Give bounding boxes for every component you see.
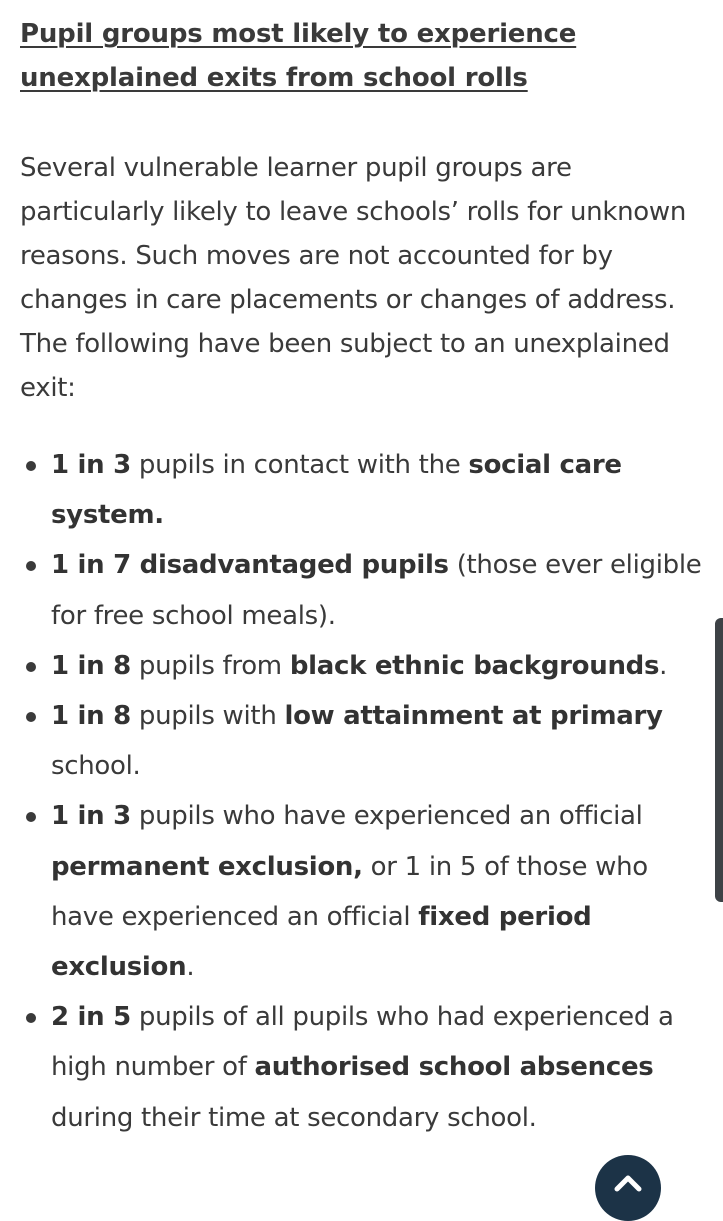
bullet-icon <box>26 712 36 722</box>
list-item-text <box>51 1002 674 1132</box>
emphasis-text: permanent exclusion, <box>51 851 363 882</box>
text-run: pupils from <box>130 650 290 681</box>
text-run: . <box>186 952 195 983</box>
bullet-icon <box>26 662 36 672</box>
emphasis-text: 1 in 3 <box>51 801 131 832</box>
emphasis-text: black ethnic backgrounds <box>289 650 660 681</box>
text-run: pupils of all pupils who had experienced a high number of <box>51 1002 674 1083</box>
emphasis-text: low attainment at primary <box>284 701 663 732</box>
text-run: during their time at secondary school. <box>51 1102 537 1133</box>
list-item-text <box>51 651 667 681</box>
emphasis-text: 1 in 8 <box>51 701 131 732</box>
article-section <box>20 12 710 1143</box>
emphasis-text: 1 in 7 disadvantaged pupils <box>51 550 449 581</box>
list-item-text <box>51 701 663 781</box>
scrollbar-handle[interactable] <box>715 618 723 902</box>
emphasis-text: authorised school absences <box>254 1052 654 1083</box>
list-item <box>20 440 710 540</box>
list-item <box>20 791 710 992</box>
intro-paragraph: Several vulnerable learner pupil groups are particularly likely to leave schools’ rolls for unknown reasons. Such moves are not accounted for by changes in care placements or changes of address. The following have been subject to an unexplained exit: <box>20 153 687 403</box>
emphasis-text: 2 in 5 <box>51 1002 131 1033</box>
list-item-text <box>51 450 622 530</box>
emphasis-text: 1 in 8 <box>51 650 131 681</box>
emphasis-text: social care system. <box>51 450 622 531</box>
bullet-icon <box>26 561 36 571</box>
text-run: . <box>659 650 668 681</box>
text-run: pupils with <box>130 701 285 732</box>
list-item <box>20 992 710 1143</box>
list-item <box>20 641 710 691</box>
emphasis-text: fixed period exclusion <box>51 901 592 983</box>
chevron-up-icon <box>613 1173 643 1193</box>
back-to-top-button[interactable] <box>595 1155 661 1221</box>
list-item <box>20 691 710 791</box>
bullet-icon <box>26 812 36 822</box>
emphasis-text: 1 in 3 <box>51 450 131 480</box>
text-run: or 1 in 5 of those who have experienced an official <box>51 851 648 932</box>
list-item-text <box>51 801 648 982</box>
bullet-icon <box>26 461 36 471</box>
text-run: pupils who have experienced an official <box>130 801 643 832</box>
text-run: pupils in contact with the <box>130 450 469 480</box>
list-item <box>20 540 710 640</box>
text-run: (those ever eligible for free school meals). <box>51 550 702 631</box>
bullet-icon <box>26 1013 36 1023</box>
text-run: school. <box>51 751 141 782</box>
stats-list <box>20 440 710 1143</box>
list-item-text <box>51 550 701 630</box>
section-heading-link[interactable]: Pupil groups most likely to experience unexplained exits from school rolls <box>20 19 577 93</box>
